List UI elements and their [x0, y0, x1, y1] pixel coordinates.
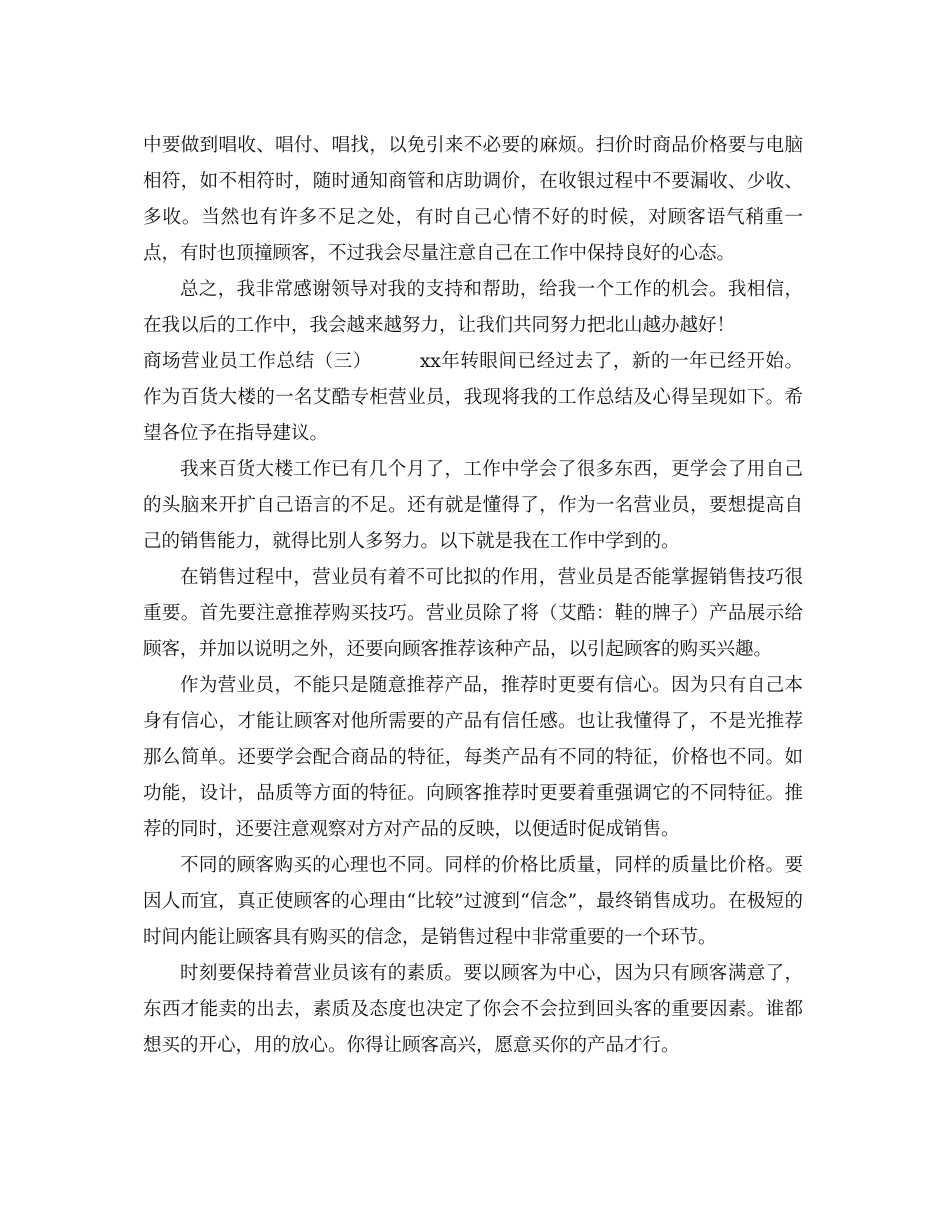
- section-three-intro: [143, 344, 803, 452]
- paragraph-customer-psychology: 不同的顾客购买的心理也不同。同样的价格比质量，同样的质量比价格。要因人而宜，真正使顾客的心理由“比较”过渡到“信念”，最终销售成功。在极短的时间内能让顾客具有购买的信念，是销售过程中非常重要的一个环节。: [143, 855, 803, 948]
- paragraph-professional-quality: 时刻要保持着营业员该有的素质。要以顾客为中心，因为只有顾客满意了，东西才能卖的出去，素质及态度也决定了你会不会拉到回头客的重要因素。谁都想买的开心，用的放心。你得让顾客高兴，愿意买你的产品才行。: [143, 963, 803, 1056]
- paragraph-sales-skills: 在销售过程中，营业员有着不可比拟的作用，营业员是否能掌握销售技巧很重要。首先要注意推荐购买技巧。营业员除了将（艾酷：鞋的牌子）产品展示给顾客，并加以说明之外，还要向顾客推荐该种产品，以引起顾客的购买兴趣。: [143, 567, 803, 660]
- section-intro-text: xx年转眼间已经过去了，新的一年已经开始。作为百货大楼的一名艾酷专柜营业员，我现将我的工作总结及心得呈现如下。希望各位予在指导建议。: [143, 351, 803, 444]
- paragraph-recommend-confidence: 作为营业员，不能只是随意推荐产品，推荐时更要有信心。因为只有自己本身有信心，才能让顾客对他所需要的产品有信任感。也让我懂得了，不是光推荐那么简单。还要学会配合商品的特征，每类产品有不同的特征，价格也不同。如功能，设计，品质等方面的特征。向顾客推荐时更要着重强调它的不同特征。推荐的同时，还要注意观察对方对产品的反映，以便适时促成销售。: [143, 675, 803, 840]
- paragraph-thanks: 总之，我非常感谢领导对我的支持和帮助，给我一个工作的机会。我相信，在我以后的工作中，我会越来越努力，让我们共同努力把北山越办越好！: [143, 279, 803, 336]
- document-body: [143, 128, 803, 1064]
- paragraph-cashier-practice: 中要做到唱收、唱付、唱找，以免引来不必要的麻烦。扫价时商品价格要与电脑相符，如不相符时，随时通知商管和店助调价，在收银过程中不要漏收、少收、多收。当然也有许多不足之处，有时自己心情不好的时候，对顾客语气稍重一点，有时也顶撞顾客，不过我会尽量注意自己在工作中保持良好的心态。: [143, 135, 803, 264]
- section-heading: 商场营业员工作总结（三）: [143, 351, 372, 372]
- paragraph-learning: 我来百货大楼工作已有几个月了，工作中学会了很多东西，更学会了用自己的头脑来开扩自己语言的不足。还有就是懂得了，作为一名营业员，要想提高自己的销售能力，就得比别人多努力。以下就是我在工作中学到的。: [143, 459, 803, 552]
